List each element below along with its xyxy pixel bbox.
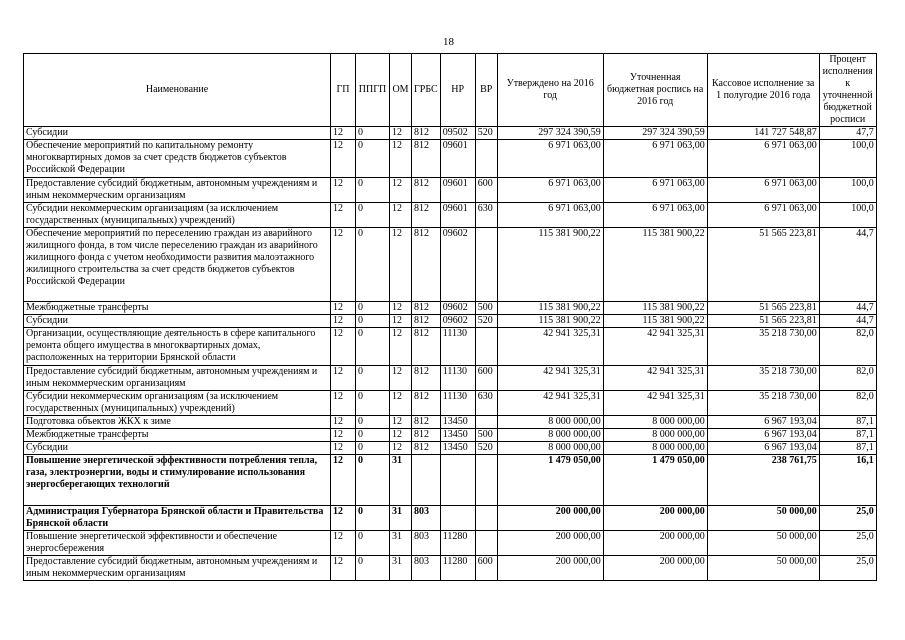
cell-refined: 1 479 050,00 (603, 455, 707, 506)
cell-vr (475, 531, 497, 556)
table-row (24, 127, 877, 140)
cell-nr: 13450 (440, 442, 475, 455)
cell-refined: 42 941 325,31 (603, 328, 707, 366)
cell-name: Повышение энергетической эффективности и обеспечение энергосбережения (24, 531, 331, 556)
cell-refined: 8 000 000,00 (603, 442, 707, 455)
cell-vr: 630 (475, 391, 497, 416)
cell-om: 12 (390, 127, 412, 140)
cell-ppgp: 0 (356, 506, 390, 531)
cell-percent: 44,7 (819, 315, 876, 328)
cell-nr: 11280 (440, 556, 475, 581)
header-approved: Утверждено на 2016 год (497, 54, 603, 127)
cell-grbs: 812 (412, 203, 441, 228)
cell-vr (475, 506, 497, 531)
cell-om: 12 (390, 429, 412, 442)
cell-nr: 11130 (440, 328, 475, 366)
cell-nr: 11130 (440, 391, 475, 416)
cell-approved: 200 000,00 (497, 531, 603, 556)
cell-nr: 09602 (440, 315, 475, 328)
table-row (24, 366, 877, 391)
table-row (24, 178, 877, 203)
cell-grbs: 812 (412, 391, 441, 416)
cell-cash: 35 218 730,00 (707, 328, 819, 366)
cell-ppgp: 0 (356, 556, 390, 581)
cell-cash: 51 565 223,81 (707, 302, 819, 315)
cell-ppgp: 0 (356, 429, 390, 442)
cell-grbs: 812 (412, 366, 441, 391)
cell-percent: 82,0 (819, 328, 876, 366)
cell-grbs: 812 (412, 416, 441, 429)
cell-ppgp: 0 (356, 366, 390, 391)
cell-gp: 12 (331, 315, 356, 328)
cell-nr: 13450 (440, 429, 475, 442)
cell-approved: 6 971 063,00 (497, 140, 603, 178)
cell-refined: 8 000 000,00 (603, 416, 707, 429)
cell-grbs: 812 (412, 315, 441, 328)
cell-grbs: 812 (412, 429, 441, 442)
cell-gp: 12 (331, 429, 356, 442)
cell-om: 12 (390, 315, 412, 328)
table-row (24, 506, 877, 531)
cell-approved: 115 381 900,22 (497, 228, 603, 302)
cell-approved: 115 381 900,22 (497, 302, 603, 315)
cell-om: 12 (390, 203, 412, 228)
cell-refined: 115 381 900,22 (603, 228, 707, 302)
cell-vr: 500 (475, 429, 497, 442)
table-row (24, 429, 877, 442)
cell-refined: 200 000,00 (603, 556, 707, 581)
cell-grbs: 803 (412, 506, 441, 531)
cell-gp: 12 (331, 302, 356, 315)
cell-ppgp: 0 (356, 302, 390, 315)
cell-approved: 6 971 063,00 (497, 178, 603, 203)
cell-nr (440, 455, 475, 506)
cell-grbs: 812 (412, 302, 441, 315)
table-row (24, 328, 877, 366)
cell-grbs: 812 (412, 328, 441, 366)
cell-percent: 25,0 (819, 556, 876, 581)
cell-name: Межбюджетные трансферты (24, 429, 331, 442)
cell-name: Субсидии (24, 315, 331, 328)
cell-cash: 51 565 223,81 (707, 228, 819, 302)
header-grbs: ГРБС (412, 54, 441, 127)
cell-grbs: 812 (412, 127, 441, 140)
cell-nr: 09602 (440, 302, 475, 315)
cell-nr: 11280 (440, 531, 475, 556)
cell-vr: 600 (475, 556, 497, 581)
cell-grbs: 812 (412, 228, 441, 302)
cell-percent: 44,7 (819, 302, 876, 315)
cell-gp: 12 (331, 442, 356, 455)
cell-ppgp: 0 (356, 315, 390, 328)
cell-nr: 09602 (440, 228, 475, 302)
cell-refined: 42 941 325,31 (603, 391, 707, 416)
cell-om: 12 (390, 416, 412, 429)
cell-gp: 12 (331, 391, 356, 416)
cell-nr: 11130 (440, 366, 475, 391)
cell-refined: 297 324 390,59 (603, 127, 707, 140)
cell-approved: 115 381 900,22 (497, 315, 603, 328)
header-vr: ВР (475, 54, 497, 127)
cell-percent: 25,0 (819, 506, 876, 531)
table-row (24, 203, 877, 228)
cell-approved: 200 000,00 (497, 556, 603, 581)
cell-percent: 82,0 (819, 391, 876, 416)
cell-percent: 82,0 (819, 366, 876, 391)
cell-percent: 47,7 (819, 127, 876, 140)
cell-name: Обеспечение мероприятий по капитальному ремонту многоквартирных домов за счет средств бюджетов субъектов Российской Федерации (24, 140, 331, 178)
header-percent: Процент исполнения к уточненной бюджетной росписи (819, 54, 876, 127)
cell-name: Межбюджетные трансферты (24, 302, 331, 315)
cell-ppgp: 0 (356, 455, 390, 506)
cell-vr (475, 416, 497, 429)
cell-cash: 6 971 063,00 (707, 203, 819, 228)
cell-cash: 6 967 193,04 (707, 416, 819, 429)
cell-gp: 12 (331, 140, 356, 178)
cell-refined: 6 971 063,00 (603, 140, 707, 178)
cell-approved: 6 971 063,00 (497, 203, 603, 228)
cell-gp: 12 (331, 328, 356, 366)
cell-vr: 600 (475, 178, 497, 203)
cell-refined: 8 000 000,00 (603, 429, 707, 442)
cell-nr: 09601 (440, 178, 475, 203)
cell-refined: 200 000,00 (603, 531, 707, 556)
cell-cash: 35 218 730,00 (707, 366, 819, 391)
cell-nr: 09601 (440, 140, 475, 178)
cell-approved: 200 000,00 (497, 506, 603, 531)
cell-vr: 520 (475, 127, 497, 140)
table-row (24, 416, 877, 429)
cell-approved: 8 000 000,00 (497, 442, 603, 455)
cell-name: Повышение энергетической эффективности потребления тепла, газа, электроэнергии, воды и стимулирование использования энергосберегающих технологий (24, 455, 331, 506)
cell-name: Субсидии некоммерческим организациям (за исключением государственных (муниципальных) учреждений) (24, 391, 331, 416)
cell-om: 12 (390, 178, 412, 203)
cell-percent: 87,1 (819, 416, 876, 429)
cell-grbs: 812 (412, 140, 441, 178)
cell-om: 12 (390, 328, 412, 366)
cell-vr (475, 140, 497, 178)
cell-gp: 12 (331, 556, 356, 581)
cell-om: 12 (390, 302, 412, 315)
cell-refined: 6 971 063,00 (603, 178, 707, 203)
cell-percent: 100,0 (819, 140, 876, 178)
table-row (24, 302, 877, 315)
budget-table (23, 53, 877, 581)
cell-grbs: 812 (412, 178, 441, 203)
cell-om: 12 (390, 391, 412, 416)
header-ppgp: ППГП (356, 54, 390, 127)
cell-gp: 12 (331, 127, 356, 140)
cell-approved: 1 479 050,00 (497, 455, 603, 506)
cell-gp: 12 (331, 506, 356, 531)
cell-gp: 12 (331, 203, 356, 228)
cell-vr (475, 455, 497, 506)
cell-name: Субсидии (24, 127, 331, 140)
cell-vr: 630 (475, 203, 497, 228)
cell-cash: 6 971 063,00 (707, 140, 819, 178)
cell-cash: 6 967 193,04 (707, 429, 819, 442)
cell-percent: 44,7 (819, 228, 876, 302)
cell-name: Организации, осуществляющие деятельность в сфере капитального ремонта общего имущества в многоквартирных домах, расположенных на территории Брянской области (24, 328, 331, 366)
header-name: Наименование (24, 54, 331, 127)
cell-approved: 42 941 325,31 (497, 328, 603, 366)
cell-vr: 520 (475, 315, 497, 328)
cell-cash: 50 000,00 (707, 556, 819, 581)
table-row (24, 140, 877, 178)
cell-refined: 200 000,00 (603, 506, 707, 531)
table-row (24, 556, 877, 581)
header-gp: ГП (331, 54, 356, 127)
cell-ppgp: 0 (356, 178, 390, 203)
cell-cash: 6 967 193,04 (707, 442, 819, 455)
cell-name: Предоставление субсидий бюджетным, автономным учреждениям и иным некоммерческим организациям (24, 556, 331, 581)
cell-vr: 520 (475, 442, 497, 455)
cell-cash: 50 000,00 (707, 506, 819, 531)
cell-approved: 297 324 390,59 (497, 127, 603, 140)
cell-om: 31 (390, 531, 412, 556)
cell-name: Субсидии некоммерческим организациям (за исключением государственных (муниципальных) учреждений) (24, 203, 331, 228)
cell-name: Подготовка объектов ЖКХ к зиме (24, 416, 331, 429)
cell-ppgp: 0 (356, 203, 390, 228)
cell-nr (440, 506, 475, 531)
cell-percent: 87,1 (819, 442, 876, 455)
cell-om: 12 (390, 228, 412, 302)
header-nr: НР (440, 54, 475, 127)
cell-grbs: 803 (412, 531, 441, 556)
cell-om: 31 (390, 556, 412, 581)
cell-cash: 6 971 063,00 (707, 178, 819, 203)
cell-cash: 50 000,00 (707, 531, 819, 556)
header-om: ОМ (390, 54, 412, 127)
cell-vr: 600 (475, 366, 497, 391)
cell-om: 12 (390, 140, 412, 178)
cell-gp: 12 (331, 455, 356, 506)
cell-ppgp: 0 (356, 127, 390, 140)
cell-gp: 12 (331, 416, 356, 429)
cell-vr: 500 (475, 302, 497, 315)
cell-percent: 25,0 (819, 531, 876, 556)
cell-grbs: 812 (412, 442, 441, 455)
cell-om: 12 (390, 442, 412, 455)
cell-om: 31 (390, 506, 412, 531)
cell-nr: 09502 (440, 127, 475, 140)
cell-gp: 12 (331, 531, 356, 556)
cell-name: Субсидии (24, 442, 331, 455)
cell-approved: 8 000 000,00 (497, 416, 603, 429)
cell-cash: 141 727 548,87 (707, 127, 819, 140)
cell-om: 31 (390, 455, 412, 506)
cell-refined: 115 381 900,22 (603, 302, 707, 315)
table-header-row (24, 54, 877, 127)
cell-gp: 12 (331, 178, 356, 203)
header-refined: Уточненная бюджетная роспись на 2016 год (603, 54, 707, 127)
cell-percent: 16,1 (819, 455, 876, 506)
cell-approved: 42 941 325,31 (497, 366, 603, 391)
header-cash: Кассовое исполнение за 1 полугодие 2016 года (707, 54, 819, 127)
cell-cash: 35 218 730,00 (707, 391, 819, 416)
table-body (24, 127, 877, 581)
cell-grbs: 803 (412, 556, 441, 581)
cell-ppgp: 0 (356, 140, 390, 178)
table-row (24, 455, 877, 506)
table-row (24, 228, 877, 302)
cell-cash: 238 761,75 (707, 455, 819, 506)
cell-ppgp: 0 (356, 531, 390, 556)
table-row (24, 391, 877, 416)
cell-name: Предоставление субсидий бюджетным, автономным учреждениям и иным некоммерческим организациям (24, 366, 331, 391)
cell-ppgp: 0 (356, 416, 390, 429)
cell-nr: 13450 (440, 416, 475, 429)
cell-nr: 09601 (440, 203, 475, 228)
cell-gp: 12 (331, 366, 356, 391)
cell-refined: 115 381 900,22 (603, 315, 707, 328)
cell-approved: 8 000 000,00 (497, 429, 603, 442)
cell-approved: 42 941 325,31 (497, 391, 603, 416)
cell-vr (475, 328, 497, 366)
cell-grbs (412, 455, 441, 506)
cell-name: Предоставление субсидий бюджетным, автономным учреждениям и иным некоммерческим организациям (24, 178, 331, 203)
cell-vr (475, 228, 497, 302)
cell-gp: 12 (331, 228, 356, 302)
cell-ppgp: 0 (356, 391, 390, 416)
page-number: 18 (443, 36, 454, 48)
cell-percent: 100,0 (819, 203, 876, 228)
cell-percent: 100,0 (819, 178, 876, 203)
table-row (24, 442, 877, 455)
cell-ppgp: 0 (356, 328, 390, 366)
cell-name: Обеспечение мероприятий по переселению граждан из аварийного жилищного фонда, в том числе переселению граждан из аварийного жилищного фонда с учетом необходимости развития малоэтажного жилищного строительства за счет средств бюджетов субъектов Российской Федерации (24, 228, 331, 302)
cell-cash: 51 565 223,81 (707, 315, 819, 328)
cell-om: 12 (390, 366, 412, 391)
table-row (24, 531, 877, 556)
cell-name: Администрация Губернатора Брянской области и Правительства Брянской области (24, 506, 331, 531)
cell-refined: 42 941 325,31 (603, 366, 707, 391)
cell-ppgp: 0 (356, 442, 390, 455)
table-row (24, 315, 877, 328)
cell-percent: 87,1 (819, 429, 876, 442)
cell-ppgp: 0 (356, 228, 390, 302)
cell-refined: 6 971 063,00 (603, 203, 707, 228)
